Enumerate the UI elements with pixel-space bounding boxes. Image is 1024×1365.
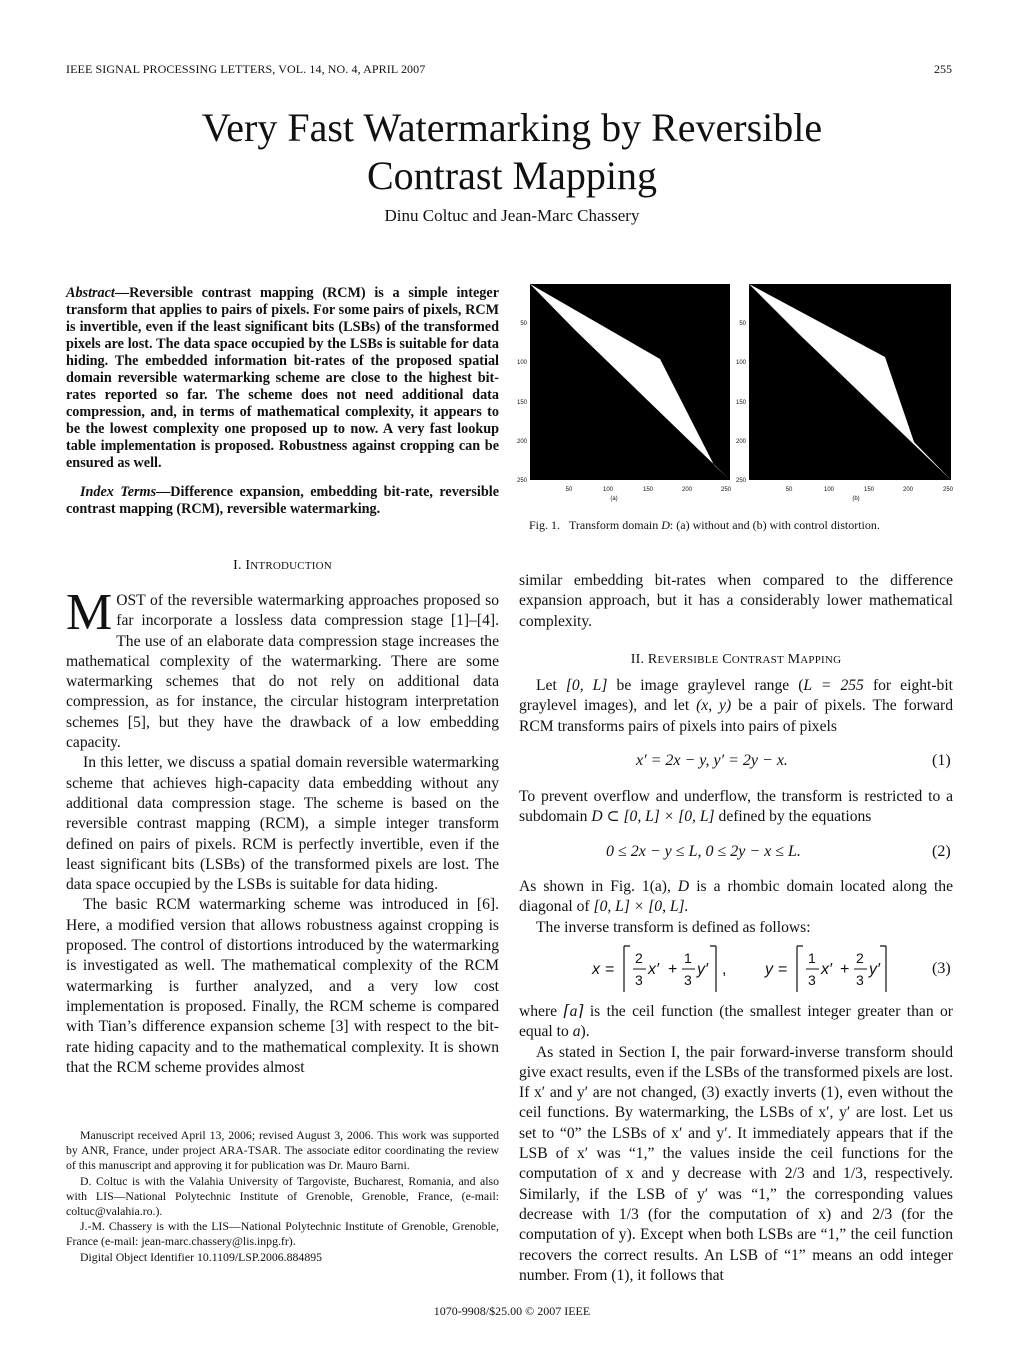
svg-text:+: + bbox=[668, 961, 678, 978]
panel-b-label: (b) bbox=[852, 496, 860, 502]
x-tick-label: 100 bbox=[823, 487, 835, 493]
svg-text:3: 3 bbox=[684, 972, 692, 988]
svg-text:+: + bbox=[840, 961, 850, 978]
section-numeral: I. bbox=[233, 558, 242, 573]
paragraph: The basic RCM watermarking scheme was introduced in [6]. Here, a modified version that allows robustness against cropping is proposed. The control of distortions introduced by the watermarking is investigated as well. The mathematical complexity of the RCM watermarking is further analyzed, and a very low cost implementation is proposed. Finally, the RCM scheme is compared with Tian’s difference expansion scheme [3] with respect to the bit-rate hiding capacity and to the mathematical complexity. It is shown that the RCM scheme provides almost bbox=[66, 896, 499, 1076]
x-tick-label: 150 bbox=[863, 487, 875, 493]
x-tick-label: 100 bbox=[602, 487, 614, 493]
panel-a-label: (a) bbox=[610, 496, 618, 502]
running-head: IEEE SIGNAL PROCESSING LETTERS, VOL. 14, NO. 4, APRIL 2007 bbox=[66, 62, 426, 76]
y-tick-label: 100 bbox=[735, 360, 746, 366]
paragraph: As shown in Fig. 1(a), D is a rhombic domain located along the diagonal of [0, L] × [0, L]. bbox=[519, 878, 954, 916]
footnote: J.-M. Chassery is with the LIS—National Polytechnic Institute of Grenoble, Grenoble, France (e-mail: jean-marc.chassery@lis.inpg.fr). bbox=[66, 1219, 499, 1249]
svg-text:2: 2 bbox=[856, 950, 864, 966]
svg-text:1: 1 bbox=[684, 950, 692, 966]
y-tick-label: 150 bbox=[516, 400, 527, 406]
svg-text:1: 1 bbox=[808, 950, 816, 966]
rcm-paragraph-3 bbox=[519, 877, 953, 938]
x-tick-label: 200 bbox=[681, 487, 693, 493]
equation-1-number: (1) bbox=[932, 752, 951, 769]
paragraph: similar embedding bit-rates when compared to the difference expansion approach, but it has a considerably lower mathematical complexity. bbox=[519, 572, 953, 630]
x-tick-label: 50 bbox=[565, 487, 573, 493]
introduction-continued bbox=[519, 571, 953, 632]
figure-caption: Fig. 1. Transform domain D: (a) without and (b) with control distortion. bbox=[529, 518, 880, 532]
title-line-2: Contrast Mapping bbox=[367, 153, 657, 198]
svg-text:=: = bbox=[778, 961, 788, 978]
rcm-paragraph-4 bbox=[519, 1002, 953, 1286]
abstract: Abstract—Reversible contrast mapping (RCM) is a simple integer transform that applies to pairs of pixels. For some pairs of pixels, RCM is invertible, even if the least significant bits (LSBs) of the transformed pixels are lost. The data space occupied by the LSBs is suitable for data hiding. The embedded information bit-rates of the proposed spatial domain reversible watermarking scheme are close to the highest bit-rates reported so far. The scheme does not need additional data compression, and, in terms of mathematical complexity, it appears to be the lowest complexity one proposed up to now. A very fast lookup table implementation is proposed. Robustness against cropping can be ensured as well. bbox=[66, 285, 499, 471]
svg-text:y′: y′ bbox=[697, 961, 708, 978]
equation-3 bbox=[590, 940, 890, 998]
rcm-paragraph-1 bbox=[519, 676, 953, 737]
x-tick-label: 50 bbox=[785, 487, 793, 493]
authors: Dinu Coltuc and Jean-Marc Chassery bbox=[384, 206, 640, 225]
section-title: REVERSIBLE CONTRAST MAPPING bbox=[647, 652, 842, 667]
index-terms-label: Index Terms bbox=[80, 484, 157, 500]
dropcap: M bbox=[66, 584, 113, 641]
paragraph: As stated in Section I, the pair forward-inverse transform should give exact results, even if the LSBs of the transformed pixels are lost. If x′ and y′ are not changed, (3) exactly inverts (1), even without the ceil functions. By watermarking, the LSBs of x′, y′ are lost. Let us set to “0” the LSBs of x′ and y′. It immediately appears that if the LSB of x′ was “1,” the values inside the ceil functions for the computation of x and y decrease with 2/3 and 1/3, respectively. Similarly, if the LSB of y′ was “1,” the corresponding values decrease with 1/3 (for the computation of x) and 2/3 (for the computation of y). Except when both LSBs are “1,” the ceil function recovers the correct results. An LSB of “1” means an odd integer number. From (1), it follows that bbox=[519, 1043, 953, 1284]
figure-transform-domain bbox=[514, 280, 958, 505]
abstract-text: Reversible contrast mapping (RCM) is a simple integer transform that applies to pairs of pixels. For some pairs of pixels, RCM is invertible, even if the least significant bits (LSBs) of the transformed pixels are lost. The data space occupied by the LSBs is suitable for data hiding. The embedded information bit-rates of the proposed spatial domain reversible watermarking scheme are close to the highest bit-rates reported so far. The scheme does not need additional data compression, and, in terms of mathematical complexity, it appears to be the lowest complexity one proposed up to now. A very fast lookup table implementation is proposed. Robustness against cropping can be ensured as well. bbox=[66, 285, 499, 471]
svg-text:=: = bbox=[605, 961, 615, 978]
index-terms-text: Difference expansion, embedding bit-rate, reversible contrast mapping (RCM), reversible watermarking. bbox=[66, 484, 499, 517]
y-tick-label: 150 bbox=[735, 400, 746, 406]
svg-text:3: 3 bbox=[808, 972, 816, 988]
paragraph: In this letter, we discuss a spatial domain reversible watermarking scheme that achieves high-capacity data embedding without any additional data compression stage. The scheme is based on the reversible contrast mapping (RCM), a simple integer transform defined on pairs of pixels. RCM is perfectly invertible, even if the least significant bits (LSBs) of the transformed pixels are lost. The data space occupied by the LSBs is suitable for data hiding. bbox=[66, 754, 499, 894]
y-tick-label: 50 bbox=[520, 321, 527, 327]
section-numeral: II. bbox=[630, 652, 645, 667]
y-tick-label: 50 bbox=[739, 321, 746, 327]
paragraph: To prevent overflow and underflow, the transform is restricted to a subdomain D ⊂ [0, L] × [0, L] defined by the equations bbox=[519, 788, 953, 826]
rcm-paragraph-2 bbox=[519, 787, 953, 828]
x-tick-label: 200 bbox=[902, 487, 914, 493]
section-heading-rcm bbox=[519, 652, 953, 668]
page-number: 255 bbox=[934, 62, 952, 76]
footnote: Manuscript received April 13, 2006; revised August 3, 2006. This work was supported by ANR, France, under project ARA-TSAR. The associate editor coordinating the review of this manuscript and approving it for publication was Dr. Mauro Barni. bbox=[66, 1128, 499, 1173]
equation-2-number: (2) bbox=[932, 843, 951, 860]
y-tick-label: 250 bbox=[516, 478, 527, 484]
footnote: Digital Object Identifier 10.1109/LSP.2006.884895 bbox=[80, 1249, 323, 1264]
y-tick-label: 200 bbox=[735, 439, 746, 445]
svg-text:y′: y′ bbox=[869, 961, 880, 978]
svg-text:3: 3 bbox=[635, 972, 643, 988]
svg-text:2: 2 bbox=[635, 950, 643, 966]
paragraph: MOST of the reversible watermarking approaches proposed so far incorporate a lossless data compression stage [1]–[4]. The use of an elaborate data compression stage increases the mathematical complexity of the watermarking. There are some watermarking schemes that do not rely on additional data compression, as for instance, the circular histogram interpretation schemes [5], but they have the drawback of a low embedding capacity. bbox=[66, 584, 499, 752]
paragraph: where ⌈a⌉ is the ceil function (the smallest integer greater than or equal to a). bbox=[519, 1003, 953, 1041]
svg-text:x′: x′ bbox=[648, 961, 659, 978]
x-tick-label: 250 bbox=[720, 487, 732, 493]
x-tick-label: 250 bbox=[942, 487, 954, 493]
equation-2: 0 ≤ 2x − y ≤ L, 0 ≤ 2y − x ≤ L. bbox=[606, 843, 801, 860]
abstract-label: Abstract bbox=[66, 285, 115, 301]
section-heading-introduction bbox=[66, 558, 499, 574]
copyright-footer: 1070-9908/$25.00 © 2007 IEEE bbox=[433, 1304, 591, 1318]
paragraph: The inverse transform is defined as follows: bbox=[536, 918, 811, 936]
section-title: INTRODUCTION bbox=[245, 558, 332, 573]
svg-text:y: y bbox=[765, 961, 773, 978]
title-line-1: Very Fast Watermarking by Reversible bbox=[201, 105, 823, 150]
equation-3-number: (3) bbox=[932, 960, 951, 977]
footnotes bbox=[66, 1128, 499, 1265]
y-tick-label: 250 bbox=[735, 478, 746, 484]
svg-text:,: , bbox=[722, 961, 727, 978]
y-tick-label: 100 bbox=[516, 360, 527, 366]
paper-title bbox=[0, 104, 1024, 200]
introduction-body bbox=[66, 584, 499, 1078]
equation-1: x′ = 2x − y, y′ = 2y − x. bbox=[636, 752, 788, 769]
svg-text:3: 3 bbox=[856, 972, 864, 988]
footnote: D. Coltuc is with the Valahia University of Targoviste, Bucharest, Romania, and also with LIS—National Polytechnic Institute of Grenoble, Grenoble, France, (e-mail: coltuc@valahia.ro.). bbox=[66, 1173, 499, 1219]
index-terms: Index Terms—Difference expansion, embedding bit-rate, reversible contrast mapping (RCM), reversible watermarking. bbox=[66, 484, 499, 517]
x-tick-label: 150 bbox=[642, 487, 654, 493]
figure-panel-a bbox=[517, 284, 732, 502]
y-tick-label: 200 bbox=[516, 439, 527, 445]
paragraph: Let [0, L] be image graylevel range (L = 255 for eight-bit graylevel images), and let (x, y) be a pair of pixels. The forward RCM transforms pairs of pixels into pairs of pixels bbox=[519, 677, 954, 735]
svg-text:x: x bbox=[592, 961, 600, 978]
figure-panel-b bbox=[736, 284, 954, 502]
svg-text:x′: x′ bbox=[821, 961, 832, 978]
